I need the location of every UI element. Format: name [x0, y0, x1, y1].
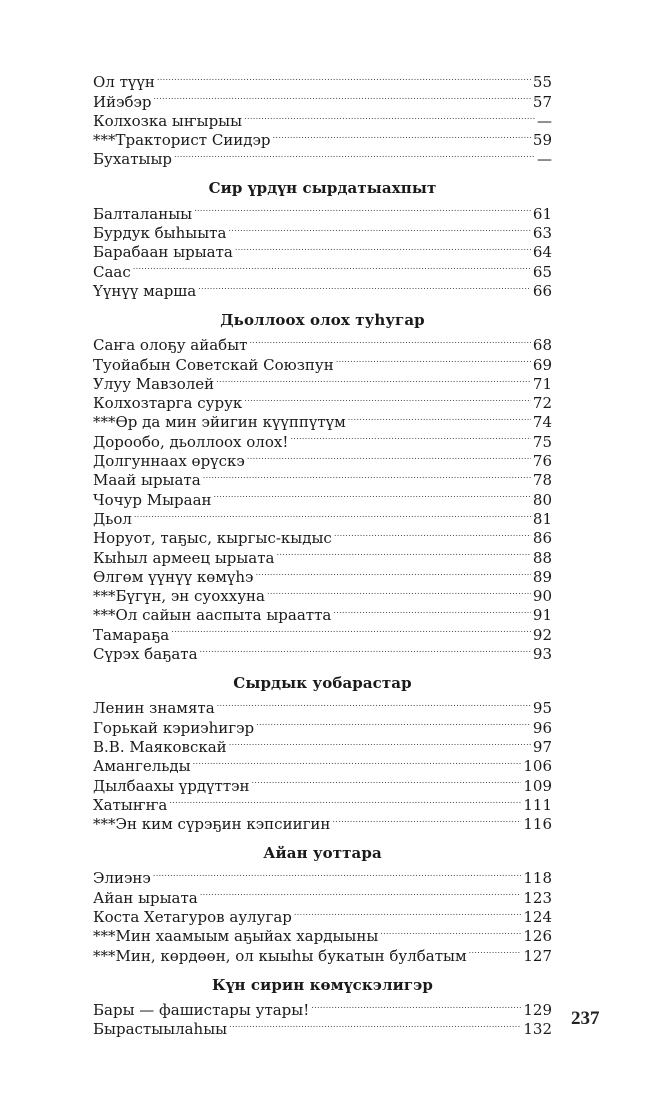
entry-page: 72	[532, 394, 552, 413]
toc-section	[93, 68, 552, 169]
entry-title: ***Мин, көрдөөн, ол кыыһы букатын булбатым	[93, 946, 467, 965]
dot-leader	[153, 864, 522, 883]
toc-entry[interactable]	[93, 87, 552, 111]
entry-page: 109	[523, 776, 552, 795]
entry-title: Дылбаахы үрдүттэн	[93, 776, 250, 795]
dot-leader	[217, 694, 531, 713]
dot-leader	[198, 277, 531, 296]
entry-page: 64	[532, 243, 552, 262]
entry-page: 75	[532, 432, 552, 451]
dot-leader	[244, 389, 531, 408]
dot-leader	[277, 543, 531, 562]
dot-leader	[469, 941, 522, 960]
entry-title: Горькай кэриэһигэр	[93, 718, 255, 737]
dot-leader	[174, 145, 535, 164]
dot-leader	[133, 257, 531, 276]
entry-title: Өлгөм үүнүү көмүһэ	[93, 567, 254, 586]
entry-page: 132	[523, 1020, 552, 1039]
toc-entry[interactable]	[93, 277, 552, 300]
entry-page: 57	[532, 92, 552, 111]
entry-page: 93	[532, 645, 552, 664]
dot-leader	[249, 331, 530, 350]
entry-page: 63	[532, 224, 552, 243]
toc-entry[interactable]	[93, 883, 552, 907]
dot-leader	[256, 713, 531, 732]
dot-leader	[194, 199, 531, 218]
dot-leader	[216, 370, 531, 389]
toc-entry[interactable]	[93, 505, 552, 528]
entry-title: Коста Хетагуров аулугар	[93, 907, 292, 926]
entry-page: 96	[532, 718, 552, 737]
table-of-contents	[93, 68, 552, 1039]
entry-title: Чочур Мыраан	[93, 490, 212, 509]
entry-page: 123	[523, 888, 552, 907]
entry-title: Туойабын Советскай Союзпун	[93, 355, 334, 374]
entry-page: 65	[532, 262, 552, 281]
entry-title: Барабаан ырыата	[93, 243, 233, 262]
entry-title: Амангельды	[93, 757, 191, 776]
dot-leader	[244, 107, 535, 126]
section-heading: Сырдык уобарастар	[233, 674, 412, 693]
toc-section	[93, 310, 552, 664]
entry-title: В.В. Маяковскай	[93, 737, 227, 756]
entry-title: Тамараҕа	[93, 625, 170, 644]
toc-entry[interactable]	[93, 864, 552, 888]
entry-page: 81	[532, 509, 552, 528]
entry-page: —	[537, 150, 552, 169]
entry-title: Кыһыл армеец ырыата	[93, 548, 275, 567]
entry-page: 91	[532, 606, 552, 625]
entry-page: 78	[532, 471, 552, 490]
entry-title: Үүнүү марша	[93, 281, 197, 300]
dot-leader	[229, 1015, 521, 1034]
toc-entry[interactable]	[93, 524, 552, 548]
toc-entry[interactable]	[93, 257, 552, 281]
entry-page: 71	[532, 374, 552, 393]
entry-title: Ол түүн	[93, 73, 155, 92]
dot-leader	[255, 563, 530, 582]
dot-leader	[252, 771, 522, 790]
dot-leader	[332, 810, 521, 829]
entry-title: ***Өр да мин эйигин күүппүтүм	[93, 413, 346, 432]
section-heading: Айан уоттара	[263, 844, 382, 863]
toc-section	[93, 844, 552, 965]
entry-page: 66	[532, 281, 552, 300]
toc-section	[93, 975, 552, 1039]
dot-leader	[214, 485, 531, 504]
dot-leader	[169, 791, 521, 810]
entry-title: Бырастыылаһыы	[93, 1020, 228, 1039]
entry-title: Элиэнэ	[93, 869, 151, 888]
entry-page: 74	[532, 413, 552, 432]
entry-page: 124	[523, 907, 552, 926]
entry-title: Балталаныы	[93, 204, 193, 223]
dot-leader	[290, 427, 531, 446]
dot-leader	[193, 752, 522, 771]
entry-title: Бары — фашистары утары!	[93, 1000, 310, 1019]
entry-page: 68	[532, 336, 552, 355]
entry-title: ***Бүгүн, эн суоххуна	[93, 587, 265, 606]
page-number: 237	[571, 1008, 600, 1029]
entry-page: 89	[532, 567, 552, 586]
section-heading: Сир үрдүн сырдатыахпыт	[208, 179, 437, 198]
dot-leader	[247, 447, 531, 466]
dot-leader	[171, 620, 531, 639]
entry-page: 92	[532, 625, 552, 644]
toc-entry[interactable]	[93, 331, 552, 355]
entry-title: Айан ырыата	[93, 888, 198, 907]
toc-entry[interactable]	[93, 996, 552, 1019]
entry-title: Долгуннаах өрүскэ	[93, 452, 245, 471]
dot-leader	[228, 219, 531, 238]
entry-page: 126	[523, 927, 552, 946]
entry-page: 61	[532, 204, 552, 223]
dot-leader	[235, 238, 531, 257]
entry-page: 80	[532, 490, 552, 509]
dot-leader	[157, 68, 531, 87]
dot-leader	[267, 582, 531, 601]
entry-title: Норуот, таҕыс, кыргыс-кыдыс	[93, 529, 332, 548]
dot-leader	[334, 524, 531, 543]
toc-entry[interactable]	[93, 68, 552, 92]
entry-page: 118	[523, 869, 552, 888]
entry-title: Саас	[93, 262, 131, 281]
entry-page: 55	[532, 73, 552, 92]
entry-title: Бурдук быһыыта	[93, 224, 227, 243]
entry-title: Колхозка ыҥырыы	[93, 111, 243, 130]
entry-title: Ленин знамята	[93, 699, 215, 718]
entry-page: 97	[532, 737, 552, 756]
entry-title: ***Эн ким сүрэҕин кэпсиигин	[93, 815, 331, 834]
entry-page: 116	[523, 815, 552, 834]
dot-leader	[333, 601, 531, 620]
entry-page: 86	[532, 529, 552, 548]
entry-title: Дорообо, дьоллоох олох!	[93, 432, 289, 451]
entry-title: Маай ырыата	[93, 471, 201, 490]
dot-leader	[200, 640, 531, 659]
entry-title: ***Тракторист Сиидэр	[93, 131, 271, 150]
toc-section	[93, 179, 552, 300]
entry-page: 106	[523, 757, 552, 776]
entry-page: 129	[523, 1000, 552, 1019]
entry-title: Хатыҥҥа	[93, 795, 168, 814]
entry-page: 76	[532, 452, 552, 471]
dot-leader	[380, 922, 521, 941]
entry-title: Сүрэх баҕата	[93, 645, 198, 664]
dot-leader	[200, 883, 522, 902]
entry-page: 111	[523, 795, 552, 814]
dot-leader	[348, 408, 531, 427]
entry-page: 95	[532, 699, 552, 718]
entry-title: Саҥа олоҕу айабыт	[93, 336, 248, 355]
entry-title: Улуу Мавзолей	[93, 374, 215, 393]
dot-leader	[336, 350, 531, 369]
entry-title: Дьол	[93, 509, 132, 528]
entry-page: 90	[532, 587, 552, 606]
entry-page: 69	[532, 355, 552, 374]
toc-section	[93, 674, 552, 834]
entry-page: 59	[532, 131, 552, 150]
dot-leader	[154, 87, 531, 106]
dot-leader	[229, 733, 531, 752]
entry-page: 88	[532, 548, 552, 567]
dot-leader	[273, 126, 531, 145]
toc-entry[interactable]	[93, 199, 552, 223]
entry-page: 127	[523, 946, 552, 965]
section-heading: Күн сирин көмүскэлигэр	[211, 975, 434, 994]
dot-leader	[134, 505, 531, 524]
section-heading: Дьоллоох олох туһугар	[220, 310, 425, 329]
dot-leader	[311, 996, 521, 1015]
entry-title: Бухатыыр	[93, 150, 173, 169]
entry-title: Колхозтарга сурук	[93, 394, 243, 413]
dot-leader	[203, 466, 531, 485]
entry-page: —	[537, 111, 552, 130]
entry-title: Ийэбэр	[93, 92, 152, 111]
dot-leader	[294, 903, 521, 922]
toc-entry[interactable]	[93, 694, 552, 718]
toc-entry[interactable]	[93, 107, 552, 130]
entry-title: ***Ол сайын ааспыта ыраатта	[93, 606, 332, 625]
entry-title: ***Мин хаамыым аҕыйах хардыыны	[93, 927, 379, 946]
